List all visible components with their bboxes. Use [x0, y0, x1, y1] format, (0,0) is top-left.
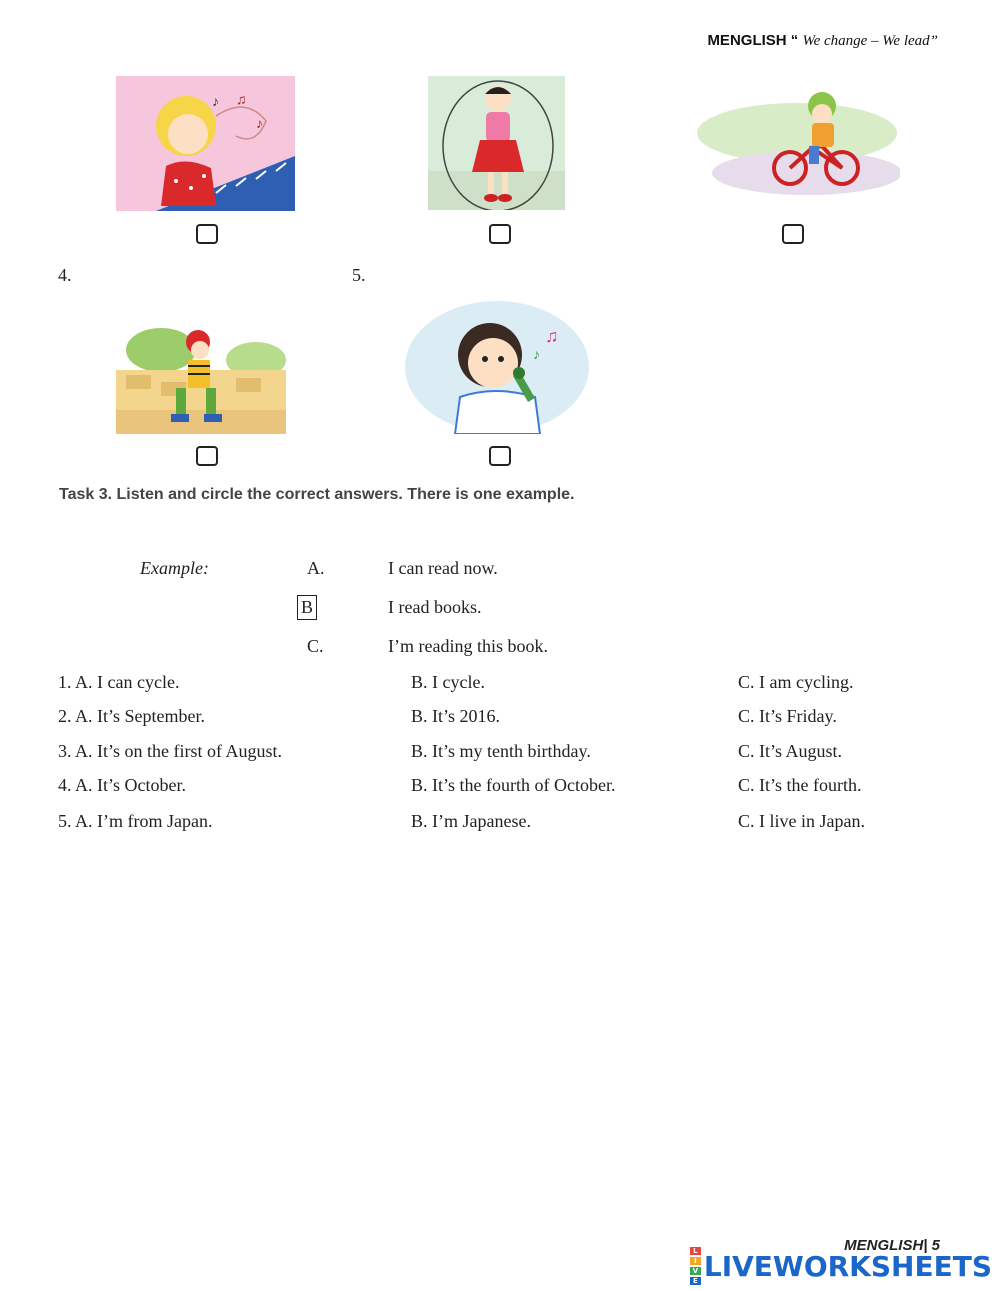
singing-girl-picture — [405, 297, 589, 434]
svg-text:♪: ♪ — [212, 95, 219, 110]
question-4-option-c[interactable]: C. It’s the fourth. — [738, 775, 862, 795]
question-3-option-a[interactable]: 3. A. It’s on the first of August. — [58, 741, 282, 761]
question-3-option-c[interactable]: C. It’s August. — [738, 741, 843, 761]
question-4-option-a[interactable]: 4. A. It’s October. — [58, 775, 186, 795]
skipping-girl-picture — [428, 76, 565, 210]
svg-text:♫: ♫ — [236, 93, 247, 108]
page-number: MENGLISH| 5 — [844, 1237, 940, 1254]
liveworksheets-logo[interactable] — [690, 1246, 992, 1286]
answer-checkbox-singing[interactable] — [489, 446, 511, 466]
question-1-option-c[interactable]: C. I am cycling. — [738, 672, 854, 692]
answer-checkbox-skating[interactable] — [196, 446, 218, 466]
page-header — [707, 32, 938, 50]
question-5-option-c[interactable]: C. I live in Japan. — [738, 811, 865, 831]
example-option-b-letter: B — [297, 595, 317, 620]
task3-title: Task 3. Listen and circle the correct answers. There is one example. — [59, 486, 575, 503]
question-4-option-b[interactable]: B. It’s the fourth of October. — [411, 775, 616, 795]
brand-mark-icon: L I V E — [690, 1246, 701, 1286]
svg-text:♪: ♪ — [256, 117, 263, 132]
question-5-option-b[interactable]: B. I’m Japanese. — [411, 811, 531, 831]
svg-text:♫: ♫ — [545, 326, 559, 346]
example-option-b-text: I read books. — [388, 597, 482, 617]
cycling-boy-picture — [697, 78, 900, 199]
skating-boy-picture — [116, 320, 286, 434]
question-1-option-a[interactable]: 1. A. I can cycle. — [58, 672, 180, 692]
header-tagline: We change – We lead” — [802, 33, 938, 49]
question-5-option-a[interactable]: 5. A. I’m from Japan. — [58, 811, 213, 831]
answer-checkbox-cycling[interactable] — [782, 224, 804, 244]
example-option-a-letter: A. — [307, 558, 325, 578]
question-2-option-c[interactable]: C. It’s Friday. — [738, 706, 837, 726]
question-2-option-b[interactable]: B. It’s 2016. — [411, 706, 501, 726]
answer-checkbox-piano[interactable] — [196, 224, 218, 244]
svg-text:♪: ♪ — [533, 348, 540, 363]
item-number-5: 5. — [352, 265, 366, 285]
answer-checkbox-skipping[interactable] — [489, 224, 511, 244]
example-label: Example: — [140, 558, 209, 578]
example-option-c-text: I’m reading this book. — [388, 636, 548, 656]
item-number-4: 4. — [58, 265, 72, 285]
example-option-c-letter: C. — [307, 636, 324, 656]
header-brand: MENGLISH “ — [707, 32, 799, 49]
piano-girl-picture — [116, 76, 295, 211]
question-1-option-b[interactable]: B. I cycle. — [411, 672, 485, 692]
brand-text: LIVEWORKSHEETS — [703, 1249, 992, 1283]
example-option-a-text: I can read now. — [388, 558, 498, 578]
question-3-option-b[interactable]: B. It’s my tenth birthday. — [411, 741, 591, 761]
question-2-option-a[interactable]: 2. A. It’s September. — [58, 706, 205, 726]
